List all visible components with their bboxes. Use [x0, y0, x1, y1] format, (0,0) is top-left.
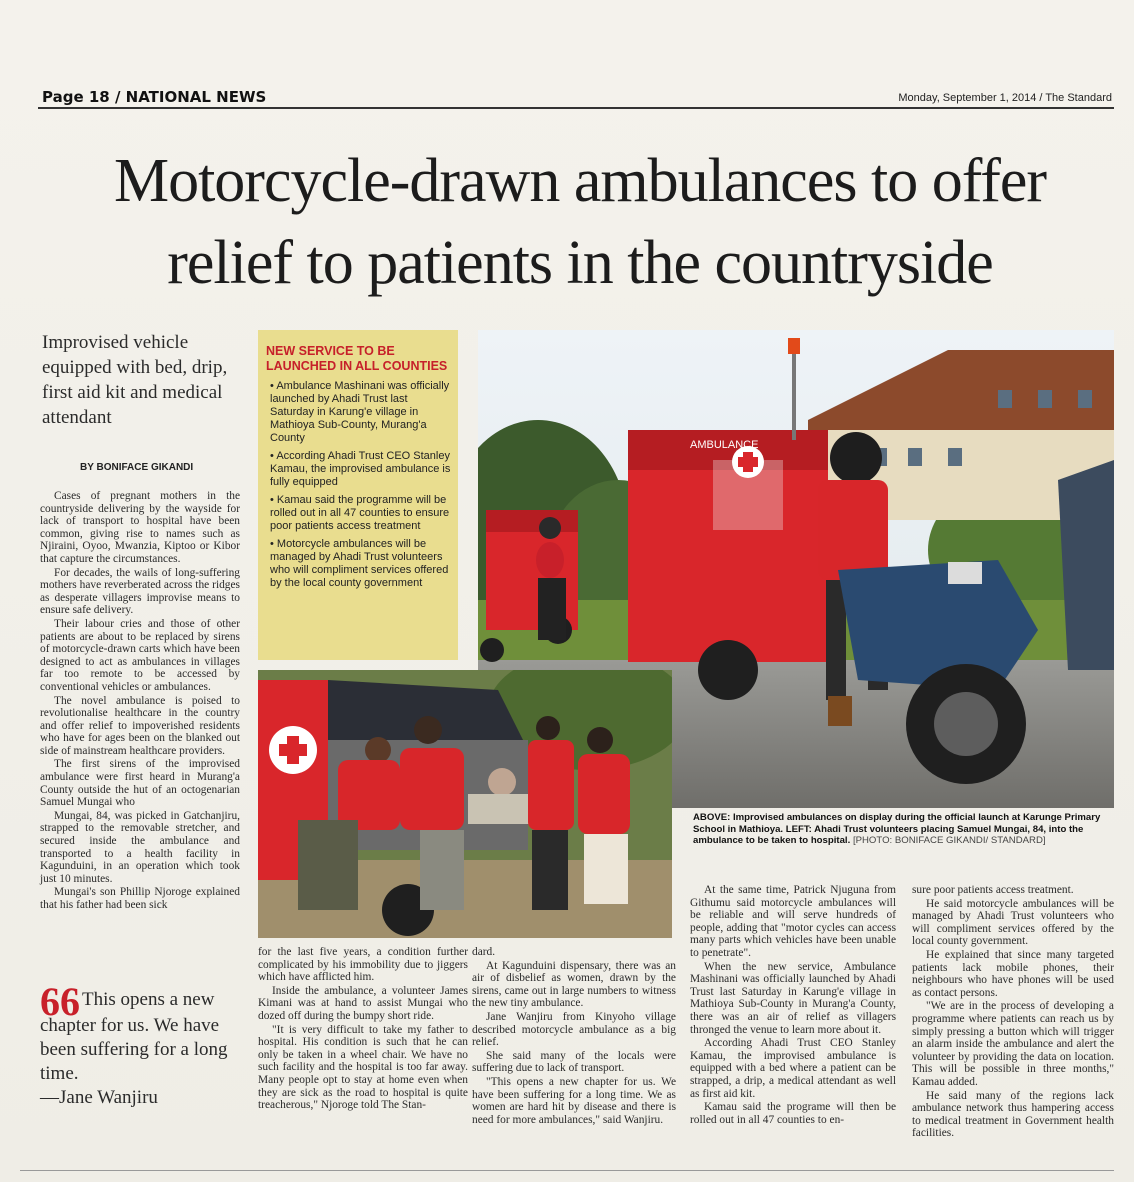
paragraph: She said many of the locals were suffering due to lack of transport.: [472, 1049, 676, 1075]
pull-quote: [40, 979, 240, 1110]
caption-text: ABOVE: Improvised ambulances on display during the official launch at Karunge Primary School in Mathioya. LEFT: Ahadi Trust volunteers placing Samuel Mungai, 84, into the ambulance to be taken to hospital.: [693, 812, 1101, 846]
paragraph: At the same time, Patrick Njuguna from Githumu said motorcycle ambulances will be reliable and will serve hundreds of people, adding that "motor cycles can access many parts which vehicles have been unable to penetrate".: [690, 884, 896, 959]
headline: [40, 140, 1120, 304]
fact-box-item: • Kamau said the programme will be rolled out in all 47 counties to ensure poor patients access treatment: [270, 494, 452, 533]
paragraph: Mungai, 84, was picked in Gatchanjiru, strapped to the removable stretcher, and secured inside the ambulance and transported to a health facility in Kagunduini, in an operation which took just 10 minutes.: [40, 809, 240, 885]
fact-box-item: • Motorcycle ambulances will be managed by Ahadi Trust volunteers who will compliment services offered by the local county government: [270, 538, 452, 590]
body-column-3: [472, 946, 676, 1127]
left-photo: [258, 670, 672, 938]
pull-quote-attribution: —Jane Wanjiru: [40, 1087, 158, 1108]
quote-mark-icon: 66: [40, 979, 80, 1024]
ambulance-label: AMBULANCE: [690, 439, 759, 451]
paragraph: When the new service, Ambulance Mashinani was officially launched by Ahadi Trust last Saturday in Karung'e village in Mathioya Sub-County in Murang'a County, there was an air of relief as villagers thronged the venue to learn more about it.: [690, 960, 896, 1036]
fact-box: [258, 330, 458, 660]
body-column-1: [40, 490, 240, 913]
fact-box-list: [258, 380, 458, 590]
header-rule: [38, 107, 1114, 109]
paragraph: At Kagunduini dispensary, there was an air of disbelief as women, drawn by the sirens, came out in large numbers to witness the new tiny ambulance.: [472, 959, 676, 1010]
fact-box-title: NEW SERVICE TO BE LAUNCHED IN ALL COUNTIES: [266, 344, 448, 373]
page-folio: Page 18 / NATIONAL NEWS: [42, 88, 267, 106]
body-column-5: [912, 884, 1114, 1141]
paragraph: sure poor patients access treatment.: [912, 884, 1074, 896]
paragraph: "This opens a new chapter for us. We have been suffering for a long time. We as women are hard hit by disease and there is need for more ambulances," said Wanjiru.: [472, 1075, 676, 1126]
paragraph: "It is very difficult to take my father to hospital. His condition is such that he can only be taken in a wheel chair. We have no such facility and the hospital is too far away. Many people opt to stay at home even when they are sick as the road to hospital is quite treacherous," Njoroge told The Stan-: [258, 1023, 468, 1112]
paragraph: Mungai's son Phillip Njoroge explained that his father had been sick: [40, 886, 240, 911]
pull-quote-text: This opens a new chapter for us. We have been suffering for a long time.: [40, 989, 228, 1084]
paragraph: "We are in the process of developing a programme where patients can reach us by simply pressing a button which will trigger an alarm inside the ambulance and alert the volunteer by providing the data on location. This will be possible in three months," Kamau added.: [912, 1000, 1114, 1088]
paragraph: He explained that since many targeted patients lack mobile phones, their neighbours who have phones will be used as contact persons.: [912, 948, 1114, 999]
paragraph: for the last five years, a condition further complicated by his immobility due to jiggers which have afflicted him.: [258, 946, 468, 984]
paragraph: According Ahadi Trust CEO Stanley Kamau, the improvised ambulance is equipped with a bed where a patient can be strapped, a drip, a medical attendant as well as first aid kit.: [690, 1037, 896, 1100]
paragraph: The first sirens of the improvised ambulance were first heard in Murang'a County outside the hut of an octogenarian Samuel Mungai who: [40, 758, 240, 809]
paragraph: Cases of pregnant mothers in the countryside delivering by the wayside for lack of transport to hospital have been common, giving rise to names such as Njiraini, Oyoo, Mwanzia, Kiptoo or Kibor that capture the circumstances.: [40, 490, 240, 565]
byline: BY BONIFACE GIKANDI: [80, 462, 194, 473]
fact-box-item: • Ambulance Mashinani was officially launched by Ahadi Trust last Saturday in Karung'e village in Mathioya Sub-County, Murang'a County: [270, 380, 452, 445]
paragraph: The novel ambulance is poised to revolutionalise healthcare in the country and offer relief to impoverished residents who have for ages been on the blanked out side of mainstream healthcare providers.: [40, 694, 240, 757]
photo-caption: [693, 812, 1113, 847]
paragraph: He said motorcycle ambulances will be managed by Ahadi Trust volunteers who will compliment services offered by the local county government.: [912, 897, 1114, 948]
story-deck: Improvised vehicle equipped with bed, drip, first aid kit and medical attendant: [42, 332, 228, 428]
paragraph: For decades, the wails of long-suffering mothers have reverberated across the ridges as desperate villagers improvise means to ensure safe delivery.: [40, 566, 240, 617]
page-bottom-rule: [20, 1170, 1114, 1171]
date-line: Monday, September 1, 2014 / The Standard: [898, 92, 1112, 104]
volunteers-illustration: [258, 670, 672, 938]
body-column-4: [690, 884, 896, 1127]
paragraph: dard.: [472, 946, 496, 958]
fact-box-item: • According Ahadi Trust CEO Stanley Kamau, the improvised ambulance is fully equipped: [270, 450, 452, 489]
headline-line-1: Motorcycle-drawn ambulances to offer: [113, 147, 1047, 215]
photo-credit: [PHOTO: BONIFACE GIKANDI/ STANDARD]: [852, 835, 1046, 846]
paragraph: Jane Wanjiru from Kinyoho village described motorcycle ambulance as a big relief.: [472, 1010, 676, 1049]
paragraph: He said many of the regions lack ambulance network thus hampering access to medical treatment in Government health facilities.: [912, 1089, 1114, 1140]
body-column-2: [258, 946, 468, 1113]
paragraph: Their labour cries and those of other patients are about to be replaced by sirens of motorcycle-drawn carts which have been designed to act as ambulances in villages far too remote to be accessed by conventional vehicles or ambulances.: [40, 617, 240, 693]
headline-line-2: relief to patients in the countryside: [167, 229, 993, 297]
paragraph: Kamau said the programe will then be rolled out in all 47 counties to en-: [690, 1101, 896, 1126]
paragraph: Inside the ambulance, a volunteer James Kimani was at hand to assist Mungai who dozed off during the bumpy short ride.: [258, 984, 468, 1022]
